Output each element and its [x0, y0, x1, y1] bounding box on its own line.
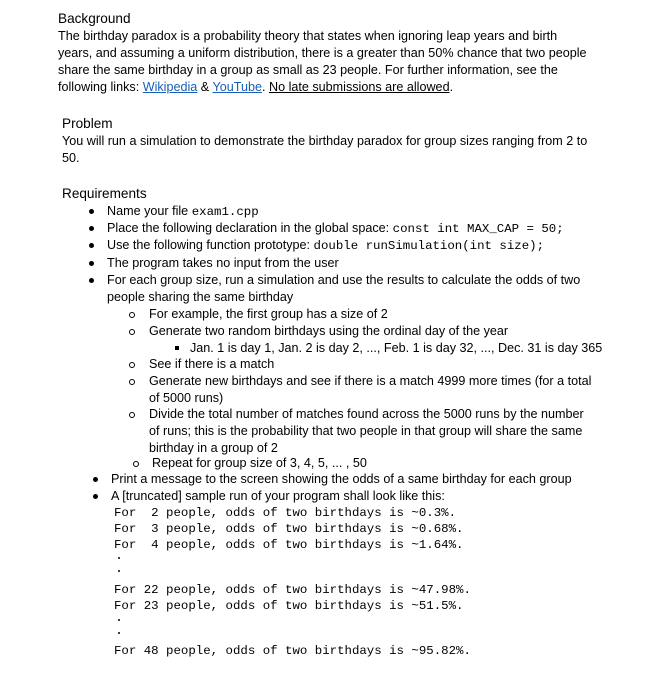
problem-line-2: 50. — [62, 151, 80, 165]
req-filename — [107, 203, 259, 220]
req-declaration-code: const int MAX_CAP = 50; — [392, 222, 564, 236]
sub-match: See if there is a match — [149, 357, 275, 371]
bullet-icon — [89, 209, 94, 214]
req-prototype — [107, 237, 544, 254]
sample-run-line-3: For 4 people, odds of two birthdays is ~1.64%. — [114, 538, 464, 552]
sub-divide-line-1: Divide the total number of matches found across the 5000 runs by the number — [149, 407, 584, 421]
sample-run-line-4: For 22 people, odds of two birthdays is ~47.98%. — [114, 583, 471, 597]
ellipsis-dot — [118, 632, 120, 634]
bullet-icon — [93, 494, 98, 499]
req-declaration-text: Place the following declaration in the global space: — [107, 221, 393, 235]
bullet-icon — [89, 261, 94, 266]
req-prototype-code: double runSimulation(int size); — [313, 239, 545, 253]
req-declaration — [107, 220, 564, 237]
youtube-link[interactable]: YouTube — [212, 80, 262, 94]
circle-bullet-icon — [129, 362, 135, 368]
ellipsis-dot — [118, 619, 120, 621]
ellipsis-dot — [118, 570, 120, 572]
bullet-icon — [89, 226, 94, 231]
req-prototype-text: Use the following function prototype: — [107, 238, 314, 252]
circle-bullet-icon — [133, 461, 139, 467]
period: . — [261, 80, 266, 94]
circle-bullet-icon — [129, 312, 135, 318]
sub-divide-line-3: birthday in a group of 2 — [149, 441, 278, 455]
circle-bullet-icon — [129, 329, 135, 335]
sub-divide-line-2: of runs; this is the probability that two people in that group will share the same — [149, 424, 583, 438]
background-line-4 — [58, 79, 453, 95]
circle-bullet-icon — [129, 412, 135, 418]
sub-generate: Generate two random birthdays using the ordinal day of the year — [149, 324, 509, 338]
sample-run-line-1: For 2 people, odds of two birthdays is ~0.3%. — [114, 506, 457, 520]
sample-run-line-6: For 48 people, odds of two birthdays is ~95.82%. — [114, 644, 471, 658]
problem-heading: Problem — [62, 116, 113, 131]
ellipsis-dot — [118, 557, 120, 559]
requirements-heading: Requirements — [62, 186, 147, 201]
background-line-1: The birthday paradox is a probability theory that states when ignoring leap years and birth — [58, 29, 558, 43]
problem-line-1: You will run a simulation to demonstrate the birthday paradox for group sizes ranging from 2 to — [62, 134, 588, 148]
req-no-input: The program takes no input from the user — [107, 256, 339, 270]
bullet-icon — [93, 477, 98, 482]
background-heading: Background — [58, 11, 131, 26]
background-line-3: share the same birthday in a group as small as 23 people. For further information, see the — [58, 63, 558, 77]
sub-ordinal-days: Jan. 1 is day 1, Jan. 2 is day 2, ..., Feb. 1 is day 32, ..., Dec. 31 is day 365 — [190, 341, 603, 355]
req-simulation-line-1: For each group size, run a simulation and use the results to calculate the odds of two — [107, 273, 581, 287]
sub-repeat-groups: Repeat for group size of 3, 4, 5, ... , 50 — [152, 456, 367, 470]
bullet-icon — [89, 278, 94, 283]
req-filename-code: exam1.cpp — [191, 205, 259, 219]
square-bullet-icon — [175, 346, 179, 350]
ampersand: & — [197, 80, 213, 94]
no-late-notice: No late submissions are allowed — [268, 80, 450, 94]
req-simulation-line-2: people sharing the same birthday — [107, 290, 294, 304]
wikipedia-link[interactable]: Wikipedia — [142, 80, 198, 94]
circle-bullet-icon — [129, 379, 135, 385]
sample-run-line-5: For 23 people, odds of two birthdays is ~51.5%. — [114, 599, 464, 613]
background-line-2: years, and assuming a uniform distribution, there is a greater than 50% chance that two people — [58, 46, 587, 60]
sub-example: For example, the first group has a size of 2 — [149, 307, 388, 321]
req-filename-text: Name your file — [107, 204, 192, 218]
req-sample-intro: A [truncated] sample run of your program shall look like this: — [111, 489, 445, 503]
sample-run-line-2: For 3 people, odds of two birthdays is ~0.68%. — [114, 522, 464, 536]
no-late-period: . — [449, 80, 454, 94]
sub-repeat-runs-line-1: Generate new birthdays and see if there is a match 4999 more times (for a total — [149, 374, 592, 388]
req-print-message: Print a message to the screen showing the odds of a same birthday for each group — [111, 472, 572, 486]
sub-repeat-runs-line-2: of 5000 runs) — [149, 391, 224, 405]
links-prefix: following links: — [58, 80, 143, 94]
bullet-icon — [89, 243, 94, 248]
